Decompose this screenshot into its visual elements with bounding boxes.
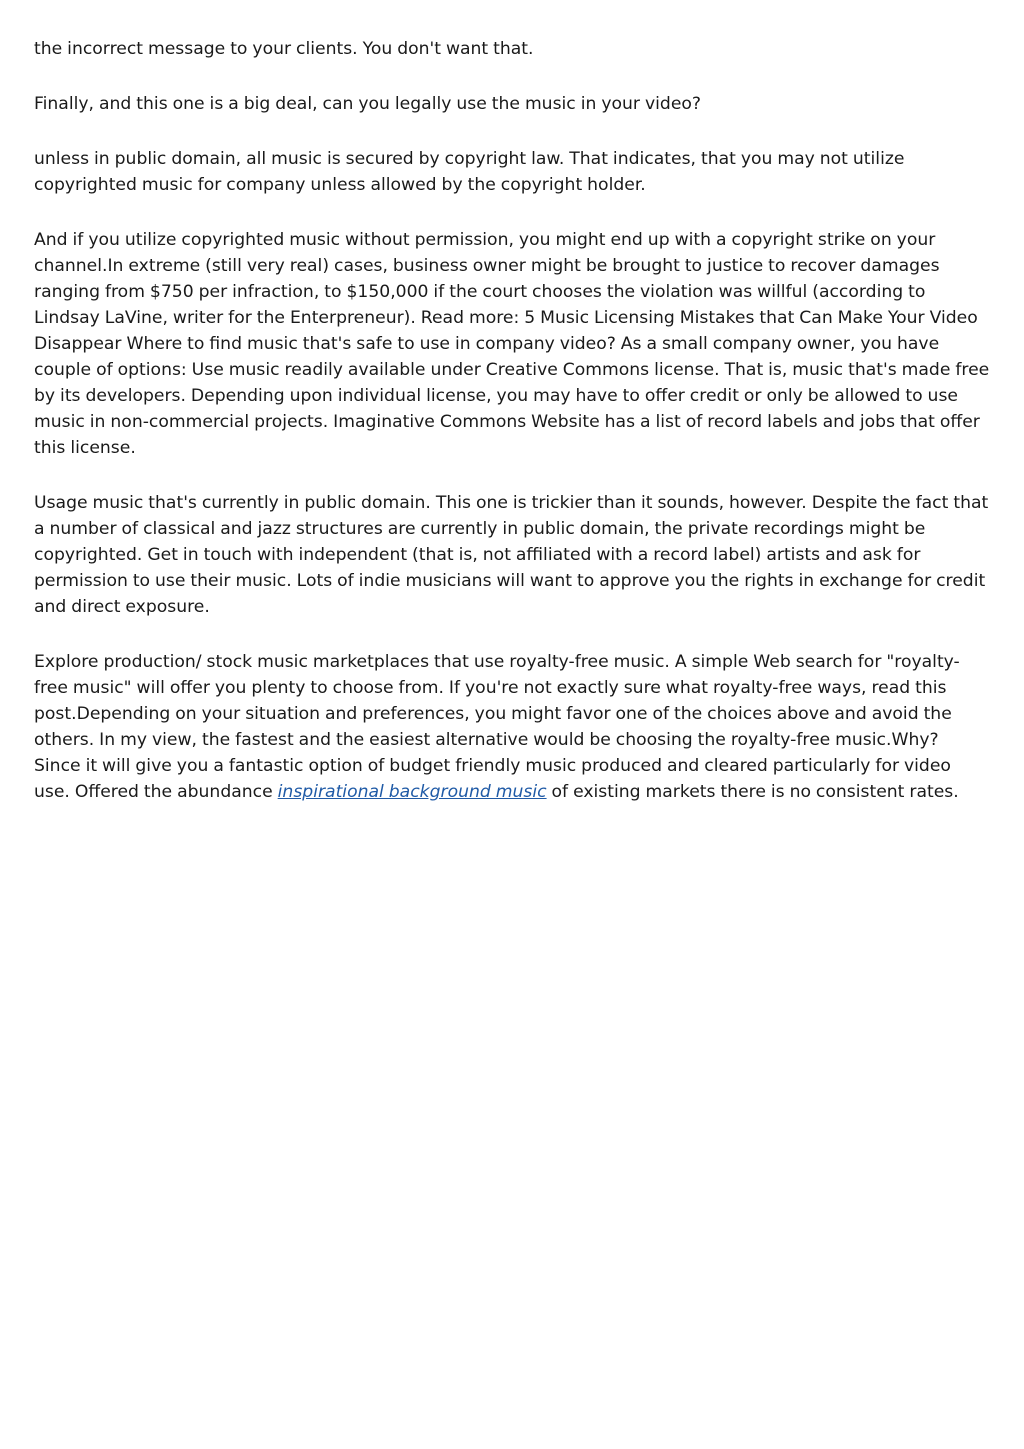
paragraph-4: And if you utilize copyrighted music without permission, you might end up with a copyright strike on your channel.In extreme (still very real) cases, business owner might be brought to justice to recover damages ranging from $750 per infraction, to $150,000 if the court chooses the violation was willful (according to Lindsay LaVine, writer for the Enterpreneur). Read more: 5 Music Licensing Mistakes that Can Make Your Video Disappear Where to find music that's safe to use in company video? As a small company owner, you have couple of options: Use music readily available under Creative Commons license. That is, music that's made free by its developers. Depending upon individual license, you may have to offer credit or only be allowed to use music in non-commercial projects. Imaginative Commons Website has a list of record labels and jobs that offer this license. (34, 230, 990, 458)
inspirational-music-link[interactable]: inspirational background music (277, 782, 547, 802)
paragraph-6-text-after: of existing markets there is no consistent rates. (546, 782, 959, 802)
paragraph-5: Usage music that's currently in public domain. This one is trickier than it sounds, however. Despite the fact that a number of classical and jazz structures are currently in public domain, the private recordings might be copyrighted. Get in touch with independent (that is, not affiliated with a record label) artists and ask for permission to use their music. Lots of indie musicians will want to approve you the rights in exchange for credit and direct exposure. (34, 493, 989, 617)
paragraph-2: Finally, and this one is a big deal, can you legally use the music in your video? (34, 94, 702, 114)
paragraph-6 (34, 649, 990, 805)
paragraph-6-text-before: Explore production/ stock music marketplaces that use royalty-free music. A simple Web search for "royalty-free music" will offer you plenty to choose from. If you're not exactly sure what royalty-free ways, read this post.Depending on your situation and preferences, you might favor one of the choices above and avoid the others. In my view, the fastest and the easiest alternative would be choosing the royalty-free music.Why? Since it will give you a fantastic option of budget friendly music produced and cleared particularly for video use. Offered the abundance (34, 652, 960, 802)
paragraph-3: unless in public domain, all music is secured by copyright law. That indicates, that you may not utilize copyrighted music for company unless allowed by the copyright holder. (34, 149, 905, 195)
article-content (34, 36, 990, 834)
paragraph-1: the incorrect message to your clients. You don't want that. (34, 39, 534, 59)
